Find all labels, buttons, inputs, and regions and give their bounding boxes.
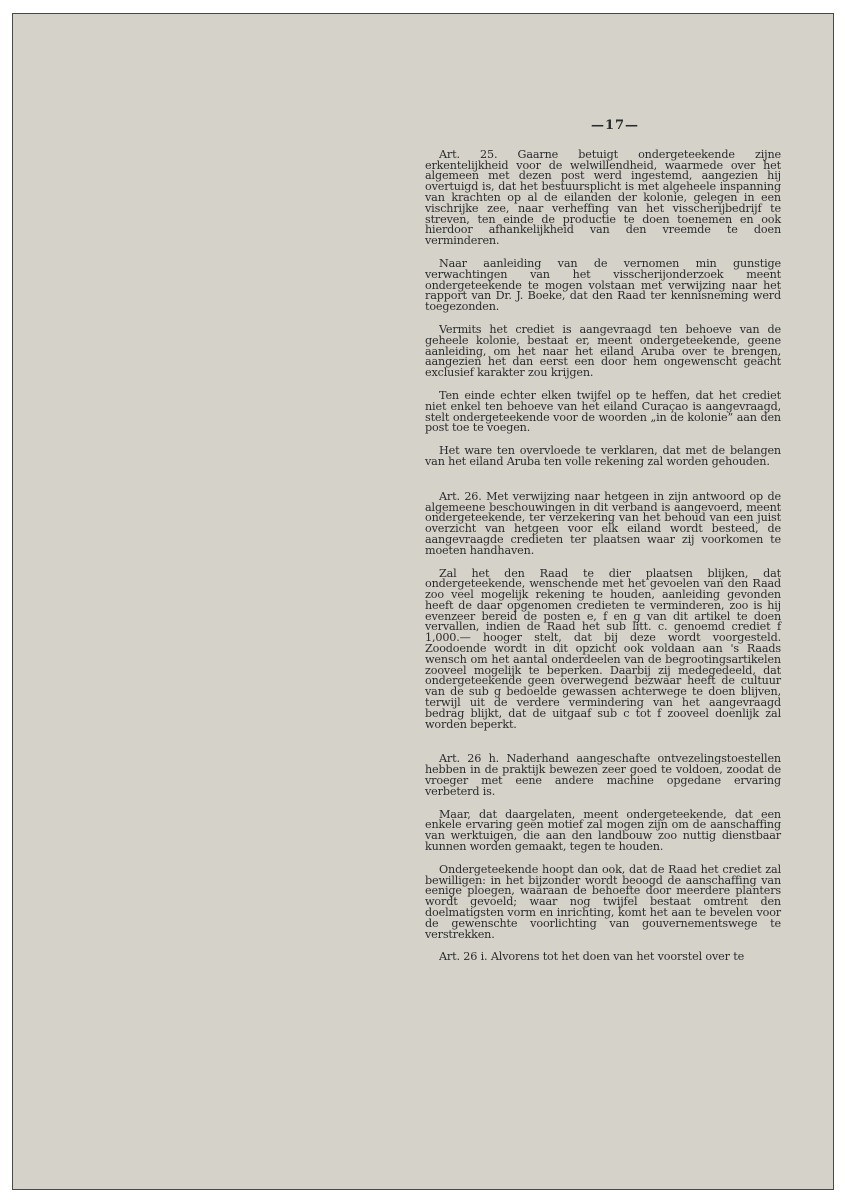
text-column [425, 118, 781, 964]
paragraph-raad-posten: Zal het den Raad te dier plaatsen blijken, dat ondergeteekende, wenschende met het gevoelen van den Raad zoo veel mogelijk rekening te houden, aanleiding gevonden heeft de daar opgenomen credieten te verminderen, zoo is hij evenzeer bereid de posten e, f en g van dit artikel te doen vervallen, indien de Raad het sub litt. c. genoemd crediet f 1,000.— hooger stelt, dat bij deze wordt voorgesteld. Zoodoende wordt in dit opzicht ook voldaan aan 's Raads wensch om het aantal onderdeelen van de begrootingsartikelen zooveel mogelijk te beperken. Daarbij zij medegedeeld, dat ondergeteekende geen overwegend bezwaar heeft de cultuur van de sub g bedoelde gewassen achterwege te doen blijven, terwijl uit de verdere vermindering van het aangevraagd bedrag blijkt, dat de uitgaaf sub c tot f zooveel doenlijk zal worden beperkt. [425, 566, 781, 731]
paragraph-art-26: Art. 26. Met verwijzing naar hetgeen in zijn antwoord op de algemeene beschouwingen in dit verband is aangevoerd, meent ondergeteekende, ter verzekering van het behoud van een juist overzicht van hetgeen voor elk eiland wordt besteed, de aangevraagde credieten ter plaatsen waar zij voorkomen te moeten handhaven. [425, 489, 781, 557]
paragraph-art-25: Art. 25. Gaarne betuigt ondergeteekende zijne erkentelijkheid voor de welwillendheid, waarmede over het algemeen met dezen post werd ingestemd, aangezien hij overtuigd is, dat het bestuursplicht is met algeheele inspanning van krachten op al de eilanden der kolonie, gelegen in een vischrijke zee, naar verheffing van het visscherijbedrijf te streven, ten einde de productie te doen toenemen en ook hierdoor afhankelijkheid van den vreemde te doen verminderen. [425, 147, 781, 248]
paragraph-crediet-kolonie: Vermits het crediet is aangevraagd ten behoeve van de geheele kolonie, bestaat er, meent ondergeteekende, geene aanleiding, om het naar het eiland Aruba over te brengen, aangezien het dan eerst een door hem ongewenscht geacht exclusief karakter zou krijgen. [425, 322, 781, 380]
paragraph-visscherij: Naar aanleiding van de vernomen min gunstige verwachtingen van het visscherijonderzoek meent ondergeteekende te mogen volstaan met verwijzing naar het rapport van Dr. J. Boeke, dat den Raad ter kennisneming werd toegezonden. [425, 256, 781, 314]
paragraph-art-26i: Art. 26 i. Alvorens tot het doen van het voorstel over te [439, 950, 745, 964]
paragraph-aruba: Het ware ten overvloede te verklaren, dat met de belangen van het eiland Aruba ten volle rekening zal worden gehouden. [425, 444, 781, 468]
paragraph-ploegen: Ondergeteekende hoopt dan ook, dat de Raad het crediet zal bewilligen: in het bijzonder wordt beoogd de aanschaffing van eenige ploegen, waaraan de behoefte door meerdere planters wordt gevoeld; waar nog twijfel bestaat omtrent den doelmatigsten vorm en inrichting, komt het aan te bevelen voor de gewenschte voorlichting van gouvernementswege te verstrekken. [425, 862, 781, 941]
paragraph-ervaring: Maar, dat daargelaten, meent ondergeteekende, dat een enkele ervaring geen motief zal mogen zijn om de aanschaffing van werktuigen, die aan den landbouw zoo nuttig dienstbaar kunnen worden gemaakt, tegen te houden. [425, 807, 781, 854]
page-number: —17— [590, 118, 640, 133]
paragraph-curacao: Ten einde echter elken twijfel op te heffen, dat het crediet niet enkel ten behoeve van het eiland Curaçao is aangevraagd, stelt ondergeteekende voor de woorden „in de kolonie” aan den post toe te voegen. [425, 388, 781, 435]
paragraph-art-26h: Art. 26 h. Naderhand aangeschafte ontvezelingstoestellen hebben in de praktijk bewezen zeer goed te voldoen, zoodat de vroeger met eene andere machine opgedane ervaring verbeterd is. [425, 752, 781, 798]
